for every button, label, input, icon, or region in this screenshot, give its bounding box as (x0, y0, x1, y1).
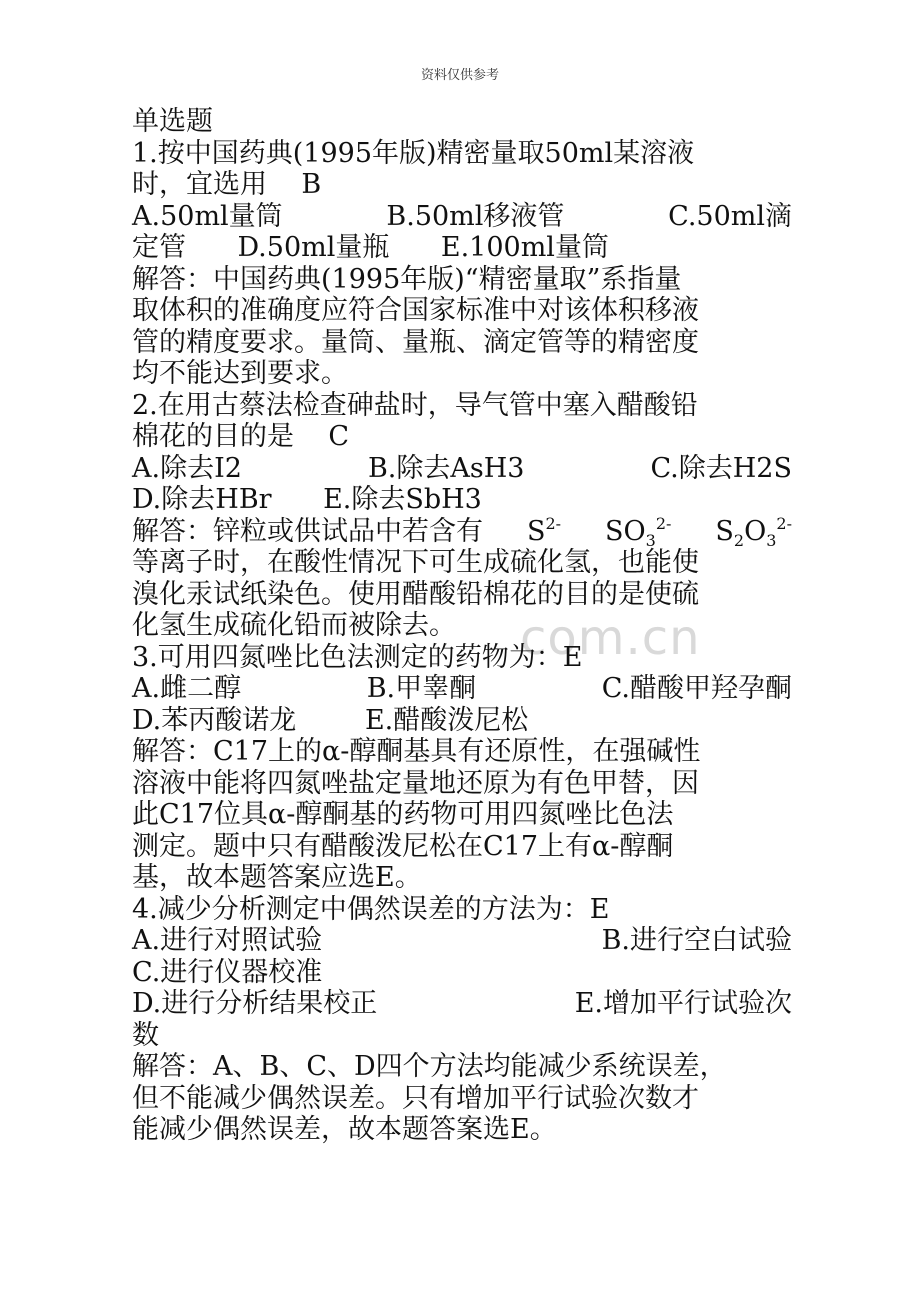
q3-options-row2 (132, 705, 792, 737)
q4-option-d: D.进行分析结果校正 (132, 988, 378, 1019)
q4-option-c: C.进行仪器校准 (132, 956, 323, 988)
q3-option-d: D.苯丙酸诺龙 (132, 704, 297, 736)
q2-answer-line1 (132, 513, 792, 550)
q1-answer-line3: 管的精度要求。量筒、量瓶、滴定管等的精密度 (132, 326, 699, 358)
watermark: com.cn (520, 610, 701, 666)
q4-option-b: B.进行空白试验 (601, 925, 792, 956)
q4-option-e: E.增加平行试验次 (574, 988, 792, 1019)
section-title: 单选题 (132, 106, 213, 137)
q2-answer-line4: 化氢生成硫化铅而被除去。 (132, 610, 456, 641)
q1-options-row2 (132, 232, 792, 264)
q4-option-a: A.进行对照试验 (132, 925, 323, 956)
q3-answer-line5: 基，故本题答案应选E。 (132, 862, 422, 893)
q2-options-row2 (132, 484, 792, 516)
q4-answer-line3: 能减少偶然误差，故本题答案选E。 (132, 1114, 557, 1145)
q4-answer-line1: 解答：A、B、C、D四个方法均能减少系统误差， (132, 1051, 727, 1082)
ion-sulfite: $SO_3^{2-}$ (605, 513, 672, 550)
q2-answer-prefix: 解答：锌粒或供试品中若含有 (132, 515, 483, 547)
q2-option-e: E.除去SbH3 (323, 484, 482, 515)
q2-option-c: C.除去H2S (650, 452, 792, 484)
q1-option-d: D.50ml量瓶 (237, 232, 390, 263)
q3-answer-line3: 此C17位具α-醇酮基的药物可用四氮唑比色法 (132, 799, 674, 830)
q3-answer-line2: 溶液中能将四氮唑盐定量地还原为有色甲替，因 (132, 767, 699, 799)
q3-stem-line1: 3.可用四氮唑比色法测定的药物为：E (132, 641, 583, 673)
q2-stem-line1: 2.在用古蔡法检查砷盐时，导气管中塞入醋酸铅 (132, 389, 698, 421)
q1-option-c: C.50ml滴 (668, 200, 792, 232)
q3-option-b: B.甲睾酮 (366, 673, 477, 704)
q1-options-row1 (132, 201, 792, 233)
q4-options-row3 (132, 988, 792, 1020)
ion-thiosulfate: $S_2O_3^{2-}$ (715, 513, 792, 550)
q2-option-d: D.除去HBr (132, 484, 272, 515)
q1-stem-line2: 时，宜选用 B (132, 169, 322, 200)
q1-stem-line1: 1.按中国药典(1995年版)精密量取50ml某溶液 (132, 137, 695, 169)
q3-options-row1 (132, 673, 792, 705)
q2-answer-line2: 等离子时，在酸性情况下可生成硫化氢，也能使 (132, 547, 699, 578)
q4-stem-line1: 4.减少分析测定中偶然误差的方法为：E (132, 893, 610, 925)
q3-answer-line4: 测定。题中只有醋酸泼尼松在C17上有α-醇酮 (132, 830, 674, 862)
q3-option-c: C.醋酸甲羟孕酮 (601, 673, 792, 704)
q2-options-row1 (132, 453, 792, 485)
q1-option-a: A.50ml量筒 (132, 200, 283, 232)
q1-answer-line2: 取体积的准确度应符合国家标准中对该体积移液 (132, 295, 699, 326)
document-body (132, 106, 792, 1146)
q1-answer-line1: 解答：中国药典(1995年版)“精密量取”系指量 (132, 263, 682, 295)
q1-answer-line4: 均不能达到要求。 (132, 358, 348, 389)
q1-option-c-cont: 定管 (132, 232, 186, 263)
q2-option-a: A.除去I2 (132, 452, 242, 484)
q4-answer-line2: 但不能减少偶然误差。只有增加平行试验次数才 (132, 1082, 699, 1114)
q1-option-e: E.100ml量筒 (440, 232, 609, 263)
q2-stem-line2: 棉花的目的是 C (132, 421, 349, 452)
page-header: 资料仅供参考 (420, 68, 499, 83)
q4-option-e-cont: 数 (132, 1019, 159, 1051)
q2-option-b: B.除去AsH3 (367, 452, 525, 484)
ion-sulfide: $S^{2-}$ (526, 513, 562, 547)
q2-answer-line3: 溴化汞试纸染色。使用醋酸铅棉花的目的是使硫 (132, 578, 699, 610)
q1-option-b: B.50ml移液管 (386, 200, 565, 232)
q4-options-row1 (132, 925, 792, 957)
q3-option-e: E.醋酸泼尼松 (364, 704, 529, 736)
q3-answer-line1: 解答：C17上的α-醇酮基具有还原性，在强碱性 (132, 736, 701, 767)
q3-option-a: A.雌二醇 (132, 673, 242, 704)
